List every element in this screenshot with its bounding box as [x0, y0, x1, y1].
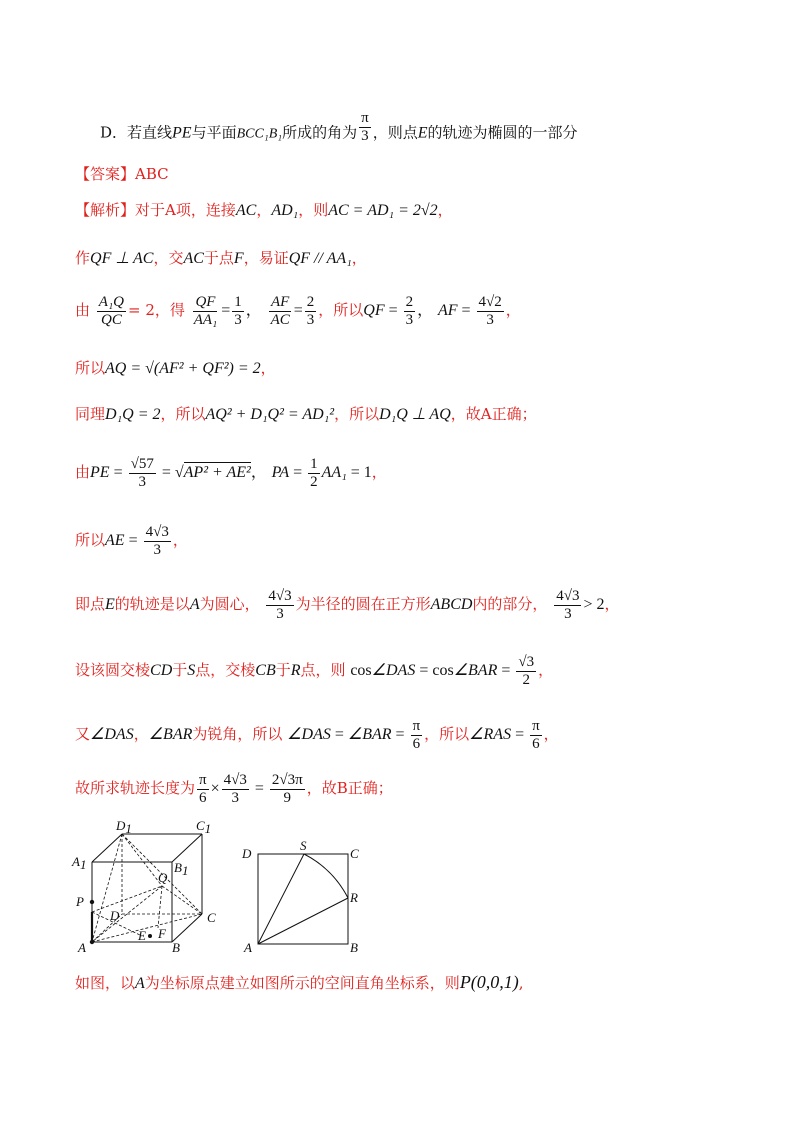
text: ,	[518, 974, 524, 992]
text: ，	[538, 661, 554, 679]
analysis-line-9: 设该圆交棱CD于S点，交棱CB于R点，则 cos∠DAS = cos∠BAR = $\frac{√3}{2}$ ，	[75, 653, 554, 688]
label-b: B	[172, 940, 180, 955]
fraction-4root3-3c: $\frac{4√3}{3}$	[556, 587, 580, 622]
text: 作	[75, 249, 91, 267]
answer-line	[75, 164, 169, 184]
label-d: D	[242, 846, 252, 861]
analysis-line-6: 由PE = $\frac{√57}{3}$ = √AP² + AE²， PA = $\frac{1}{2}$ AA₁ = 1，	[75, 455, 387, 490]
text: 点，交棱	[195, 661, 256, 679]
fraction-1-2: $\frac{1}{2}$	[310, 455, 318, 490]
label-c1: C1	[196, 820, 212, 836]
text: 点，则	[300, 661, 346, 679]
label-p: P	[76, 894, 84, 909]
math-f: F	[233, 250, 244, 267]
text: 即点	[75, 595, 106, 613]
option-d-text-2: 所成的角为	[282, 123, 358, 142]
math-abcd: ABCD	[430, 596, 473, 613]
label-b1: B1	[174, 860, 189, 878]
analysis-line-4	[75, 358, 276, 379]
text: ，	[371, 463, 387, 481]
math-d1q-perp-aq: D₁Q ⊥ AQ	[379, 406, 451, 423]
text: ，	[437, 201, 453, 219]
text: ，	[351, 249, 367, 267]
math-ac-eq: AC = AD₁ = 2√2	[328, 202, 438, 219]
text: ，	[505, 301, 521, 319]
analysis-line-5	[75, 404, 537, 425]
text: 的轨迹是以	[114, 595, 190, 613]
text: = 2，得	[128, 301, 185, 319]
text: 设该圆交棱	[75, 661, 151, 679]
math-p-coords: P(0,0,1)	[459, 972, 519, 992]
label-b: B	[350, 940, 358, 955]
text: ，则	[298, 201, 329, 219]
label-a: A	[78, 940, 86, 955]
text: ，交	[153, 249, 184, 267]
analysis-line-12	[75, 972, 524, 994]
math-angle-bar: ∠BAR	[148, 726, 193, 743]
math-ad1: AD₁	[271, 202, 299, 219]
analysis-line-10: 又∠DAS，∠BAR为锐角，所以 ∠DAS = ∠BAR = $\frac{\pi}{6}$ ，所以∠RAS = $\frac{\pi}{6}$ ，	[75, 717, 559, 752]
text: ，易证	[243, 249, 289, 267]
text: 为圆心，	[199, 595, 260, 613]
math-s: S	[187, 662, 196, 679]
label-q: Q	[158, 870, 168, 885]
fraction-4root3-3: $\frac{4√3}{3}$	[145, 523, 169, 558]
fraction-pi-6: $\frac{\pi}{6}$	[412, 717, 421, 752]
option-d-text-1: 与平面	[191, 123, 237, 142]
math-pythag: AQ² + D₁Q² = AD₁²	[205, 406, 335, 423]
math-qf-perp-ac: QF ⊥ AC	[90, 250, 154, 267]
fraction-pi-6c: $\frac{\pi}{6}$	[199, 771, 207, 806]
cube-figure	[62, 820, 232, 960]
analysis-line-11: 故所求轨迹长度为 $\frac{\pi}{6}$ × $\frac{4√3}{3}$ = $\frac{2√3\pi}{9}$ ，故B正确；	[75, 771, 393, 806]
text: ，所以	[334, 405, 380, 423]
math-aq: AQ = √(AF² + QF²) = 2	[105, 360, 261, 377]
point-e: E	[417, 124, 428, 142]
text: 内的部分，	[472, 595, 548, 613]
plane-bcc1b1: BCC₁B₁	[236, 126, 283, 142]
text: ，	[133, 725, 149, 743]
text: 为坐标原点建立如图所示的空间直角坐标系，则	[144, 974, 460, 992]
text: 所以	[75, 531, 106, 549]
math-angle-das: ∠DAS	[90, 726, 134, 743]
option-d	[100, 110, 578, 151]
answer-tag: 【答案】	[75, 165, 136, 183]
fraction-pi-over-3: $\frac{\pi}{3}$	[361, 110, 369, 144]
text: 同理	[75, 405, 106, 423]
label-c: C	[207, 910, 216, 925]
text: ，	[256, 201, 272, 219]
text: 故所求轨迹长度为	[75, 779, 196, 797]
square-arc-figure	[238, 840, 368, 960]
text: ，所以	[160, 405, 206, 423]
text: 为锐角，所以	[192, 725, 283, 743]
fraction-4root2-3: $\frac{4√2}{3}$	[478, 293, 502, 328]
math-a: A	[135, 975, 145, 992]
fraction-pi-6b: $\frac{\pi}{6}$	[532, 717, 540, 752]
text: 由	[75, 463, 91, 481]
label-d: D	[110, 908, 120, 923]
text: 所以	[75, 359, 106, 377]
fraction-2-3b: $\frac{2}{3}$	[405, 293, 414, 328]
text: 由	[75, 301, 91, 319]
fraction-1-3: $\frac{1}{3}$	[234, 293, 242, 328]
fraction-root3-2: $\frac{√3}{2}$	[518, 653, 535, 688]
text: ，	[260, 359, 276, 377]
fraction-2-3: $\frac{2}{3}$	[306, 293, 315, 328]
text: 如图，以	[75, 974, 136, 992]
text: ，所以	[318, 301, 364, 319]
analysis-line-8	[75, 584, 620, 625]
label-f: F	[158, 926, 166, 941]
math-cb: CB	[255, 662, 276, 679]
text: ，故A正确；	[450, 405, 537, 423]
fraction-result: $\frac{2√3\pi}{9}$	[271, 771, 303, 806]
math-qf-parallel-aa1: QF // AA₁	[288, 250, 352, 267]
label-e: E	[138, 928, 146, 943]
text: 为半径的圆在正方形	[295, 595, 431, 613]
text: ，	[543, 725, 559, 743]
option-d-text-4: 的轨迹为椭圆的一部分	[427, 123, 578, 142]
math-ac: AC	[235, 202, 257, 219]
text: 又	[75, 725, 91, 743]
label-a: A	[244, 940, 252, 955]
math-ac: AC	[183, 250, 204, 267]
fraction-af-ac: $\frac{AF}{AC}$	[270, 293, 290, 328]
analysis-tag: 【解析】	[75, 201, 136, 219]
fraction-qf-aa1: $\frac{QF}{\text{AA₁}}$	[193, 293, 218, 328]
label-a1: A1	[72, 854, 87, 872]
math-e: E	[105, 596, 115, 613]
text: 于	[275, 661, 291, 679]
label-d1: D1	[116, 820, 132, 836]
text: ，所以	[424, 725, 470, 743]
math-r: R	[290, 662, 301, 679]
analysis-line-7: 所以AE = $\frac{4√3}{3}$ ，	[75, 523, 188, 558]
math-gt-2: > 2	[583, 596, 605, 613]
fraction-4root3-3b: $\frac{4√3}{3}$	[268, 587, 292, 622]
segment-pe: PE	[172, 124, 192, 142]
option-d-text-3: ，则点	[372, 123, 418, 142]
fraction-4root3-3d: $\frac{4√3}{3}$	[223, 771, 247, 806]
analysis-line-1	[75, 200, 453, 221]
text: ，	[172, 531, 188, 549]
option-d-label: D．若直线	[100, 123, 173, 142]
fraction-a1q-qc: $\frac{\text{A₁Q}}{QC}$	[98, 293, 125, 328]
math-a: A	[189, 596, 200, 613]
math-d1q: D₁Q = 2	[105, 406, 161, 423]
math-cd: CD	[150, 662, 173, 679]
label-r: R	[350, 890, 358, 905]
text: 于点	[203, 249, 234, 267]
analysis-line-2	[75, 248, 367, 269]
label-s: S	[300, 840, 307, 853]
label-c: C	[350, 846, 359, 861]
text: 对于A项，连接	[135, 201, 236, 219]
text: ，故B正确；	[306, 779, 393, 797]
analysis-line-3: 由 $\frac{\text{A₁Q}}{QC}$ = 2，得 $\frac{QF}{\text{AA₁}}$ = $\frac{1}{3}$ ， $\frac{AF}{AC}$ = $\frac{2}{3}$ ，所以QF = $\frac{2}{3}$ ， AF = $\frac{4√2}{3}$ ，	[75, 293, 521, 328]
answer-value: ABC	[135, 165, 169, 183]
fraction-root57-3: $\frac{√57}{3}$	[130, 455, 154, 490]
text: ，	[604, 595, 620, 613]
text: 于	[172, 661, 188, 679]
